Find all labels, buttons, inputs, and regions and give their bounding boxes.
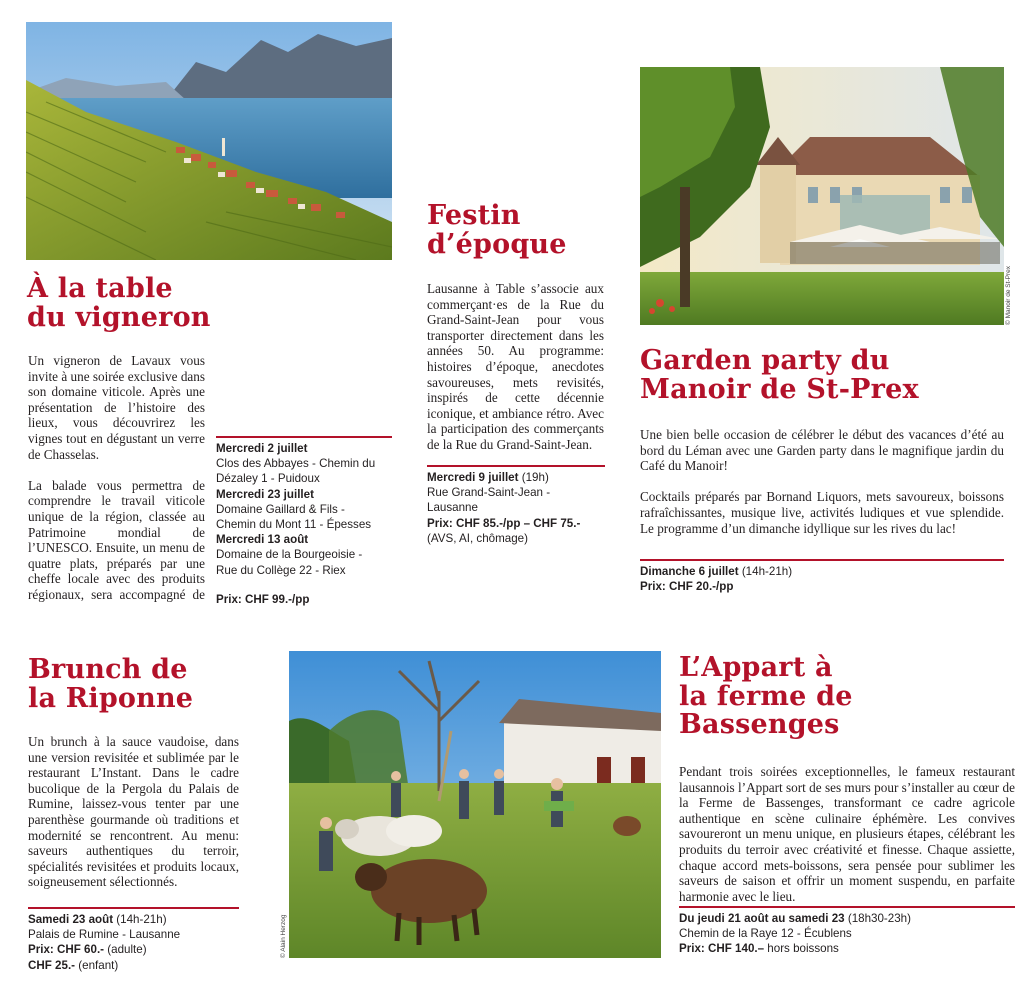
appart-info-rule <box>679 906 1015 908</box>
appart-body: Pendant trois soirées exceptionnelles, le fameux restaurant lausannois l’Appart sort de ses murs pour s’installer au cœur de la Ferme de Bassenges, transformant ce cadre agricole authentique en scène culinaire éphémère. Les convives savoureront un menu unique, en plusieurs étapes, célébrant les produits du terroir avec créativité et finesse. Chaque assiette, chaque accord mets-boissons, sera pensée pour sublimer les saveurs de saison et offrir un moment suspendu, en parfaite harmonie avec le lieu. <box>679 764 1015 904</box>
vigneron-title-line2: du vigneron <box>27 301 211 333</box>
vigneron-price: Prix: CHF 99.-/pp <box>216 592 310 606</box>
vigneron-date-2-label: Mercredi 23 juillet <box>216 487 314 501</box>
vigneron-date-3 <box>216 532 392 578</box>
garden-paragraph-2: Cocktails préparés par Bornand Liquors, mets savoureux, boissons rafraîchissantes, musique live, activités ludiques et vue splendide. Le programme d’un dimanche idyllique sur les rives du lac! <box>640 489 1004 536</box>
brunch-price-adult-note: (adulte) <box>107 943 147 957</box>
appart-price-note: hors boissons <box>767 942 839 956</box>
festin-info <box>427 470 607 546</box>
brunch-price-adult: Prix: CHF 60.- <box>28 943 105 957</box>
brunch-price-child-note: (enfant) <box>78 958 119 972</box>
vigneron-date-3-label: Mercredi 13 août <box>216 533 309 547</box>
appart-title-line3: Bassenges <box>679 709 840 741</box>
festin-info-rule <box>427 465 605 467</box>
festin-title-line1: Festin <box>427 200 521 231</box>
brunch-time: (14h-21h) <box>116 913 167 926</box>
festin-price-note: (AVS, AI, chômage) <box>427 531 528 545</box>
festin-price: Prix: CHF 85.-/pp – CHF 75.- <box>427 516 581 530</box>
vigneron-date-3-place-a: Domaine de la Bourgeoisie - <box>216 548 363 562</box>
appart-title-line1: L’Appart à <box>679 652 833 683</box>
garden-title <box>640 347 919 404</box>
brunch-info-rule <box>28 907 239 909</box>
festin-title-line2: d’époque <box>427 228 567 260</box>
brunch-title-line1: Brunch de <box>28 654 188 685</box>
festin-place-a: Rue Grand-Saint-Jean - <box>427 486 551 500</box>
vigneron-date-1-place-b: Dézaley 1 - Puidoux <box>216 472 320 486</box>
farm-sheep-photo <box>289 651 661 958</box>
vigneron-date-2-place-b: Chemin du Mont 11 - Épesses <box>216 518 372 532</box>
garden-price: Prix: CHF 20.-/pp <box>640 580 734 594</box>
appart-title-line2: la ferme de <box>679 680 853 712</box>
garden-date: Dimanche 6 juillet <box>640 565 739 578</box>
appart-title <box>679 654 853 740</box>
brunch-date: Samedi 23 août <box>28 913 114 926</box>
appart-place: Chemin de la Raye 12 - Écublens <box>679 927 852 941</box>
garden-time: (14h-21h) <box>741 565 793 578</box>
vigneron-date-2 <box>216 487 392 533</box>
garden-paragraph-1: Une bien belle occasion de célébrer le début des vacances d’été au bord du Léman avec une Garden party dans le magnifique jardin du Café du Manoir! <box>640 427 1004 474</box>
brunch-place: Palais de Rumine - Lausanne <box>28 928 181 942</box>
vigneron-title <box>27 275 211 332</box>
garden-info <box>640 564 1000 594</box>
vigneron-date-3-place-b: Rue du Collège 22 - Riex <box>216 563 346 577</box>
brunch-title-line2: la Riponne <box>28 682 194 714</box>
manoir-garden-photo <box>640 67 1004 325</box>
vigneron-title-line1: À la table <box>27 273 173 304</box>
vigneron-date-1 <box>216 441 392 487</box>
lavaux-vineyard-photo <box>26 22 392 260</box>
vigneron-paragraph-1: Un vigneron de Lavaux vous invite à une soirée exclusive dans son domaine viticole. Après une présentation de l’histoire des lieux, vous découvrirez les vignes tout en dégustant un verre de Chasselas. <box>28 353 205 462</box>
vigneron-info <box>216 441 392 607</box>
festin-date: Mercredi 9 juillet <box>427 471 519 484</box>
farm-photo-credit: © Alain Herzog <box>280 914 287 958</box>
appart-info <box>679 911 1015 957</box>
garden-info-rule <box>640 559 1004 561</box>
festin-body: Lausanne à Table s’associe aux commerçant·es de la Rue du Grand-Saint-Jean pour vous transporter directement dans les années 50. Au programme: histoires d’époque, anecdotes savoureuses, mets revisités, inspirés de cette décennie iconique, et ambiance rétro. Avec la participation des commerçants de la Rue du Grand-Saint-Jean. <box>427 281 604 452</box>
garden-title-line1: Garden party du <box>640 345 890 376</box>
vigneron-paragraph-2: La balade vous permettra de comprendre le travail viticole unique de la région, classée au Patrimoine mondial de l’UNESCO. Ensuite, un menu de quatre plats, préparés par une cheffe locale avec des produits régionaux, sera accompagné de <box>28 477 205 602</box>
brunch-title <box>28 656 193 713</box>
vigneron-date-2-place-a: Domaine Gaillard & Fils - <box>216 502 345 516</box>
festin-time: (19h) <box>521 471 549 484</box>
appart-date: Du jeudi 21 août au samedi 23 <box>679 912 845 925</box>
manoir-photo-credit: © Manoir de St-Prex <box>1005 266 1012 325</box>
vigneron-body <box>28 353 205 603</box>
brunch-price-child: CHF 25.- <box>28 958 76 972</box>
appart-time: (18h30-23h) <box>847 912 911 925</box>
brunch-body: Un brunch à la sauce vaudoise, dans une version revisitée et sublimée par le restaurant L’Instant. Dans le cadre bucolique de la Pergola du Palais de Rumine, laissez-vous tenter par une parenthèse gourmande où traditions et modernité se rencontrent. Au menu: saveurs authentiques du terroir, spécialités revisitées et produits locaux, soigneusement sélectionnés. <box>28 734 239 890</box>
vigneron-date-1-place-a: Clos des Abbayes - Chemin du <box>216 457 376 471</box>
brunch-info <box>28 912 248 973</box>
vigneron-info-rule <box>216 436 392 438</box>
garden-body <box>640 427 1004 536</box>
vigneron-date-1-label: Mercredi 2 juillet <box>216 442 308 455</box>
appart-price: Prix: CHF 140.– <box>679 942 765 956</box>
festin-title <box>427 202 567 259</box>
garden-title-line2: Manoir de St-Prex <box>640 373 919 405</box>
festin-place-b: Lausanne <box>427 501 478 515</box>
